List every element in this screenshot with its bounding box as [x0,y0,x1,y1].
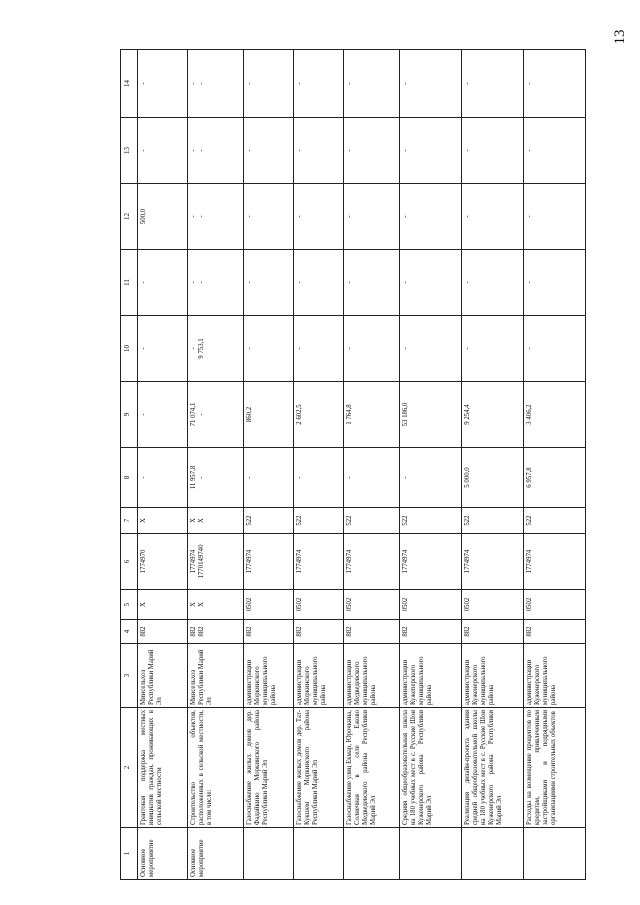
table-cell-col-11: - [294,250,344,316]
table-cell-col-11: - - [188,250,244,316]
table-cell-col-8: 11 957,8 - [188,448,244,508]
table-cell-col-2: Строительство объектов, расположенных в сельской местности, в том числе: [188,708,244,828]
table-cell-col-4: 882 882 [188,620,244,644]
table-cell-col-10: - 9 753,1 [188,316,244,382]
table-cell-col-5: 0502 [244,590,294,620]
table-cell-col-5: 0502 [344,590,400,620]
table-cell-col-12: - - [188,184,244,250]
table-cell-col-7: Х [138,508,188,534]
table-cell-col-10: - [344,316,400,382]
table-cell-col-6: 1774974 [244,534,294,590]
column-header-4: 4 [121,620,138,644]
table-body [138,50,586,880]
table-cell-col-5: 0502 [524,590,586,620]
table-cell-col-2: Средняя общеобразовательная школа на 180 учебных мест в с. Русские Шои Куженерского района Республики Марий Эл [400,708,462,828]
table-cell-col-8: - [344,448,400,508]
table-row [400,50,462,880]
table-cell-col-4: 882 [294,620,344,644]
column-header-9: 9 [121,382,138,448]
table-cell-col-10: - [138,316,188,382]
table-cell-col-8: - [138,448,188,508]
table-row [244,50,294,880]
column-header-11: 11 [121,250,138,316]
table-cell-col-3: администрации Моркинского муниципального района [294,644,344,708]
table-row [138,50,188,880]
column-header-1: 1 [121,828,138,880]
table-cell-col-2: Расходы на возмещение процентов по кредитам, привлеченным застройщиками и подрядными организациями строительных объектов [524,708,586,828]
table-cell-col-6: 1774974 [294,534,344,590]
table-cell-col-13: - [524,118,586,184]
table-cell-col-14: - - [188,50,244,118]
table-cell-col-12: - [400,184,462,250]
table-cell-col-10: - [524,316,586,382]
column-header-2: 2 [121,708,138,828]
table-cell-col-9: 3 406,2 [524,382,586,448]
table-cell-col-9: 9 254,4 [462,382,524,448]
sheet-content [120,50,620,880]
table-cell-col-12: - [244,184,294,250]
table-cell-col-13: - [400,118,462,184]
table-cell-col-14: - [138,50,188,118]
table-cell-col-13: - [138,118,188,184]
header-row [121,50,138,880]
table-cell-col-2: Газоснабжение улиц Екмар, Юрочкина, Солнечная в селе Ежово Медведевского района Республики Марий Эл [344,708,400,828]
column-header-10: 10 [121,316,138,382]
table-cell-col-4: 882 [400,620,462,644]
table-cell-col-14: - [524,50,586,118]
table-cell-col-14: - [244,50,294,118]
table-cell-col-9: 860,2 [244,382,294,448]
column-header-12: 12 [121,184,138,250]
table-cell-col-13: - [344,118,400,184]
table-cell-col-12: - [294,184,344,250]
table-cell-col-8: 6 957,8 [524,448,586,508]
table-cell-col-1 [344,828,400,880]
table-cell-col-7: 522 [344,508,400,534]
table-cell-col-10: - [400,316,462,382]
table-row [344,50,400,880]
table-cell-col-1 [524,828,586,880]
table-cell-col-14: - [400,50,462,118]
table-cell-col-14: - [462,50,524,118]
column-header-13: 13 [121,118,138,184]
table-cell-col-10: - [462,316,524,382]
table-cell-col-3: Минсельхоз Республики Марий Эл [188,644,244,708]
table-cell-col-11: - [524,250,586,316]
table-row [462,50,524,880]
table-cell-col-11: - [462,250,524,316]
page-number: 13 [612,29,628,45]
table-cell-col-14: - [344,50,400,118]
table-cell-col-3: администрации Куженерского муниципального района [524,644,586,708]
table-cell-col-4: 882 [244,620,294,644]
table-cell-col-11: - [344,250,400,316]
table-cell-col-6: 1774974 [462,534,524,590]
table-cell-col-2: Газоснабжение жилых домов дер. Фадайкино Моркинского района Республики Марий Эл [244,708,294,828]
column-header-5: 5 [121,590,138,620]
column-header-7: 7 [121,508,138,534]
table-cell-col-12: 500,0 [138,184,188,250]
table-cell-col-8: - [244,448,294,508]
table-cell-col-5: 0502 [294,590,344,620]
table-cell-col-6: 1774974 [400,534,462,590]
table-cell-col-3: Минсельхоз Республики Марий Эл [138,644,188,708]
table-cell-col-10: - [244,316,294,382]
table-cell-col-6: 1774974 [524,534,586,590]
table-cell-col-7: 522 [400,508,462,534]
table-cell-col-9: 1 764,8 [344,382,400,448]
table-cell-col-1: Основное мероприятие [188,828,244,880]
table-cell-col-1 [244,828,294,880]
table-cell-col-12: - [462,184,524,250]
table-cell-col-13: - [294,118,344,184]
table-row [524,50,586,880]
table-cell-col-13: - [244,118,294,184]
table-cell-col-11: - [138,250,188,316]
table-cell-col-9: - [138,382,188,448]
table-cell-col-1 [400,828,462,880]
table-cell-col-11: - [400,250,462,316]
table-cell-col-5: Х Х [188,590,244,620]
table-cell-col-7: Х Х [188,508,244,534]
rotated-sheet [120,50,620,880]
table-cell-col-10: - [294,316,344,382]
table-cell-col-4: 882 [462,620,524,644]
table-cell-col-4: 882 [524,620,586,644]
table-cell-col-3: администрации Моркинского муниципального района [244,644,294,708]
table-cell-col-2: Грантовая поддержка местных инициатив граждан, проживающих в сельской местности [138,708,188,828]
table-cell-col-8: 5 000,0 [462,448,524,508]
table-cell-col-12: - [344,184,400,250]
table-row [188,50,244,880]
table-cell-col-2: Газоснабжение жилых домов дер. Тат-Кукшем Моркинского района Республики Марий Эл [294,708,344,828]
table-cell-col-5: 0502 [400,590,462,620]
table-cell-col-13: - [462,118,524,184]
table-cell-col-2: Реализация дизайн-проекта здания средней общеобразовательной школы на 180 учебных мест в с. Русские Шои Куженерского района Республики Марий Эл [462,708,524,828]
table-cell-col-13: - - [188,118,244,184]
table-cell-col-9: 53 186,0 [400,382,462,448]
table-cell-col-6: 1774974 1770149740 [188,534,244,590]
table-cell-col-9: 2 602,5 [294,382,344,448]
table-cell-col-4: 882 [138,620,188,644]
table-cell-col-8: - [294,448,344,508]
table-cell-col-1 [462,828,524,880]
table-row [294,50,344,880]
table-cell-col-7: 522 [294,508,344,534]
table-cell-col-1: Основное мероприятие [138,828,188,880]
table-cell-col-3: администрации Куженерского муниципального района [462,644,524,708]
column-header-8: 8 [121,448,138,508]
table-cell-col-5: Х [138,590,188,620]
table-cell-col-3: администрации Кужenерского муниципального района [400,644,462,708]
table-cell-col-12: - [524,184,586,250]
table-cell-col-6: 1774974 [344,534,400,590]
column-header-3: 3 [121,644,138,708]
table-cell-col-11: - [244,250,294,316]
budget-table [120,49,586,880]
table-cell-col-7: 522 [524,508,586,534]
table-cell-col-4: 882 [344,620,400,644]
table-cell-col-5: 0502 [462,590,524,620]
table-cell-col-7: 522 [244,508,294,534]
table-cell-col-6: 1774970 [138,534,188,590]
table-cell-col-7: 522 [462,508,524,534]
table-cell-col-14: - [294,50,344,118]
table-cell-col-8: - [400,448,462,508]
table-cell-col-9: 71 074,1 - [188,382,244,448]
table-cell-col-1 [294,828,344,880]
column-header-14: 14 [121,50,138,118]
column-header-6: 6 [121,534,138,590]
table-cell-col-3: администрации Медведевского муниципального района [344,644,400,708]
